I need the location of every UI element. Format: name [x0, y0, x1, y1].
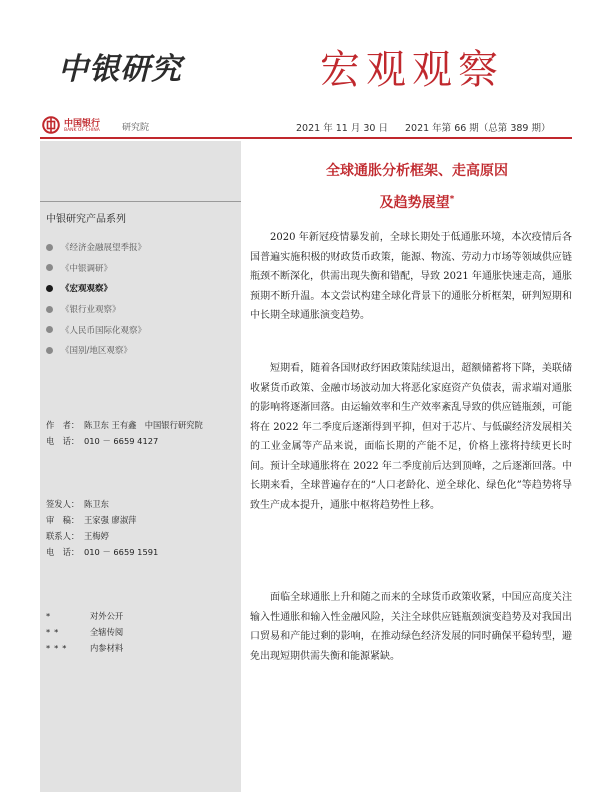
product-label: 《人民币国际化观察》: [61, 325, 147, 336]
bullet-icon: [46, 264, 53, 271]
product-label: 《国别/地区观察》: [61, 346, 132, 357]
product-item[interactable]: [46, 340, 236, 361]
distribution-row: [46, 640, 236, 656]
body-paragraph: 短期看，随着各国财政纾困政策陆续退出，超额储蓄将下降，美联储收紧货币政策、金融市场波动加大将恶化家庭资产负债表，需求端对通胀的影响将逐渐回落。由运输效率和生产效率紊乱导致的供应链瓶颈，可能将在 2022 年二季度后逐渐得到平抑，但对于芯片、与低碳经济发展相关的工业金属等产品来说，面临长期的产能不足，价格上涨将持续更长时间。预计全球通胀将在 2022 年二季度前后达到顶峰，之后逐渐回落。中长期来看，全球普遍存在的“人口老龄化、逆全球化、绿色化”等趋势将导致生产成本提升，通胀中枢将趋势性上移。: [250, 363, 572, 511]
bank-name-en: BANK OF CHINA: [64, 128, 100, 133]
product-label: 《宏观观察》: [61, 284, 113, 295]
header-divider: [40, 137, 572, 139]
phone-label: 电 话：: [46, 547, 80, 557]
phone-label: 电 话：: [46, 436, 80, 446]
author-value: 陈卫东 王有鑫 中国银行研究院: [84, 420, 203, 430]
distribution-row: [46, 624, 236, 640]
product-label: 《中银调研》: [61, 263, 113, 274]
contact-label: 联系人：: [46, 531, 80, 541]
bullet-icon: [46, 347, 53, 354]
institute-label: 研究院: [122, 123, 150, 133]
product-label: 《银行业观察》: [61, 305, 121, 316]
bullet-icon: [46, 285, 53, 292]
signer-label: 签发人：: [46, 499, 80, 509]
contact-row: [46, 528, 241, 544]
phone-value: 010 － 6659 1591: [84, 547, 159, 557]
signer-value: 陈卫东: [84, 499, 109, 509]
bullet-icon: [46, 244, 53, 251]
sidebar-divider: [40, 201, 241, 202]
authors-block: [46, 417, 241, 449]
distribution-label: 全辖传阅: [90, 627, 124, 637]
distribution-stars: *: [46, 611, 55, 621]
product-item[interactable]: [46, 258, 236, 279]
issue-number: 2021 年第 66 期（总第 389 期）: [404, 123, 551, 134]
phone-value: 010 － 6659 4127: [84, 436, 159, 446]
publication-date: 2021 年 11 月 30 日: [296, 123, 388, 134]
product-item[interactable]: [46, 299, 236, 320]
contact-value: 王梅婷: [84, 531, 109, 541]
report-title-text: 及趋势展望: [379, 195, 450, 211]
brand-calligraphy-logo: 中银研究: [58, 52, 182, 87]
body-paragraph: 2020 年新冠疫情暴发前，全球长期处于低通胀环境，本次疫情后各国普遍实施积极的财政货币政策，能源、物流、劳动力市场等领域供应链瓶颈不断深化，供需出现失衡和错配，导致 2021 年通胀快速走高，通胀预期不断升温。本文尝试构建全球化背景下的通胀分析框架，研判短期和中长期全球通胀演变趋势。: [250, 232, 572, 321]
reviewer-label: 审 稿：: [46, 515, 80, 525]
distribution-label: 对外公开: [90, 611, 124, 621]
products-list: [46, 237, 236, 361]
reviewer-row: [46, 512, 241, 528]
distribution-label: 内参材料: [90, 643, 124, 653]
sidebar: [40, 141, 241, 792]
product-label: 《经济金融展望季报》: [61, 243, 147, 254]
distribution-row: [46, 608, 236, 624]
product-item[interactable]: [46, 278, 236, 299]
report-title-line2: [262, 192, 572, 214]
distribution-legend: [46, 608, 236, 656]
signer-row: [46, 496, 241, 512]
approval-block: [46, 496, 241, 560]
series-title: 宏观观察: [320, 47, 504, 93]
bullet-icon: [46, 306, 53, 313]
body-paragraph: 面临全球通胀上升和随之而来的全球货币政策收紧，中国应高度关注输入性通胀和输入性金融风险，关注全球供应链瓶颈演变趋势及对我国出口贸易和产能过剩的影响，在推动绿色经济发展的同时确保平稳转型，避免出现短期供需失衡和能源紧缺。: [250, 592, 572, 662]
author-label: 作 者：: [46, 420, 80, 430]
bank-of-china-logo-icon: [42, 116, 60, 134]
publication-info: [296, 120, 572, 134]
author-phone-row: [46, 433, 241, 449]
reviewer-value: 王家强 廖淑萍: [84, 515, 137, 525]
distribution-stars: ***: [46, 643, 71, 653]
author-row: [46, 417, 241, 433]
contact-phone-row: [46, 544, 241, 560]
distribution-stars: **: [46, 627, 63, 637]
title-footnote-mark: *: [449, 194, 455, 205]
product-item[interactable]: [46, 237, 236, 258]
products-title: 中银研究产品系列: [46, 214, 126, 225]
bullet-icon: [46, 326, 53, 333]
bank-name: 中国银行: [64, 119, 101, 129]
report-title-line1: 全球通胀分析框架、走高原因: [326, 163, 508, 179]
product-item[interactable]: [46, 319, 236, 340]
